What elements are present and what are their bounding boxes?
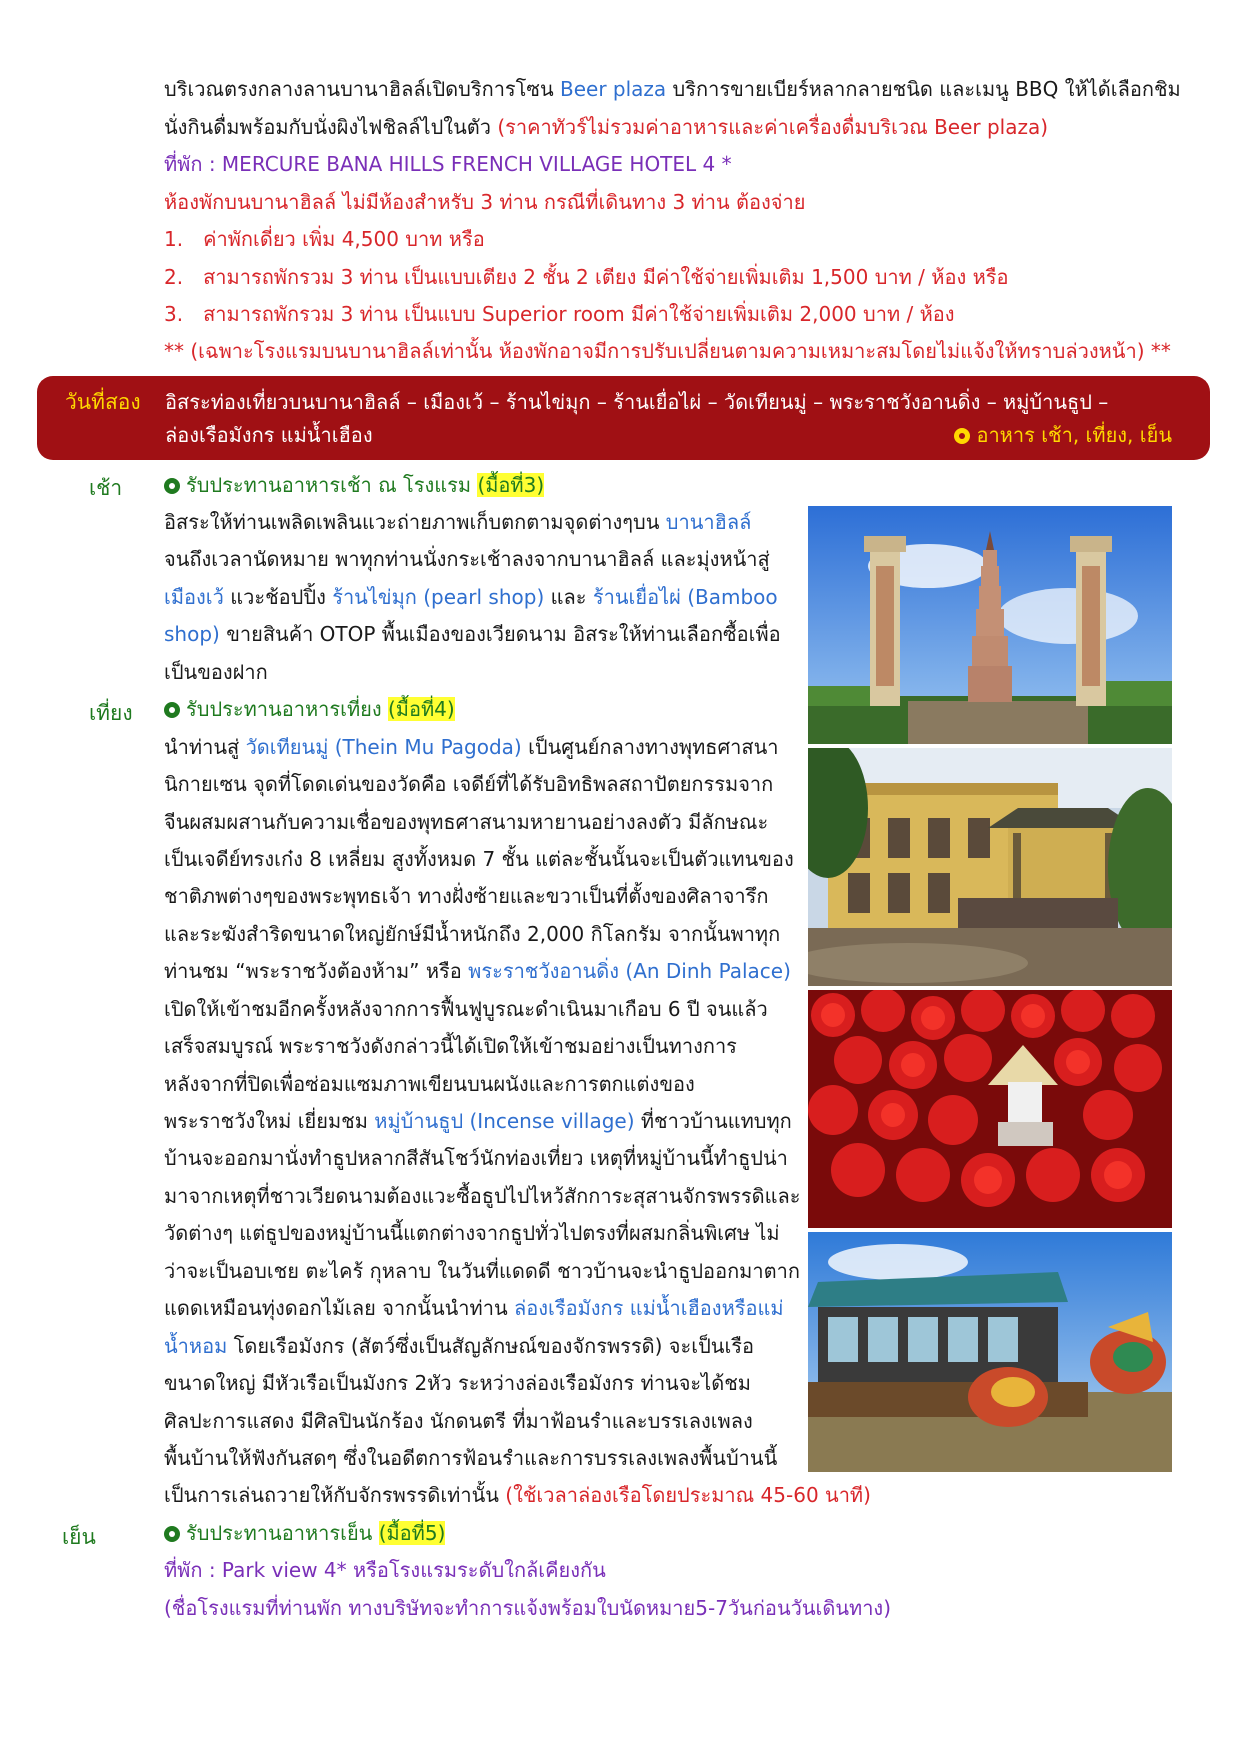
intro-line-2: นั่งกินดื่มพร้อมกับนั่งผิงไฟชิลล์ไปในตัว (ราคาทัวร์ไม่รวมค่าอาหารและค่าเครื่องดื่มบริเวณ Beer plaza) <box>164 115 1049 139</box>
dish-icon <box>954 428 970 444</box>
noon-text-19: ศิลปะการแสดง มีศิลปินนักร้อง นักดนตรี ที่มาฟ้อนรำและบรรเลงเพลง <box>164 1409 753 1433</box>
morning-text-5: เป็นของฝาก <box>164 660 268 684</box>
morning-text-2: จนถึงเวลานัดหมาย พาทุกท่านนั่งกระเช้าลงจากบานาฮิลล์ และมุ่งหน้าสู่ <box>164 547 770 571</box>
room-note: ห้องพักบนบานาฮิลล์ ไม่มีห้องสำหรับ 3 ท่าน กรณีที่เดินทาง 3 ท่าน ต้องจ่าย <box>164 190 806 214</box>
option-1: 1. ค่าพักเดี่ยว เพิ่ม 4,500 บาท หรือ <box>164 227 485 251</box>
noon-text-15: ว่าจะเป็นอบเชย ตะไคร้ กุหลาบ ในวันที่แดดดี ชาวบ้านจะนำธูปออกมาตาก <box>164 1259 800 1283</box>
noon-text-12: บ้านจะออกมานั่งทำธูปหลากสีสันโชว์นักท่องเที่ยว เหตุที่หมู่บ้านนี้ทำธูปน่า <box>164 1146 788 1170</box>
noon-text-3: จีนผสมผสานกับความเชื่อของพุทธศาสนามหายานอย่างลงตัว มีลักษณะ <box>164 810 769 834</box>
noon-text-5: ชาติภพต่างๆของพระพุทธเจ้า ทางฝั่งซ้ายและขวาเป็นที่ตั้งของศิลาจารึก <box>164 884 769 908</box>
noon-text-16: แดดเหมือนทุ่งดอกไม้เลย จากนั้นนำท่าน ล่องเรือมังกร แม่น้ำเฮืองหรือแม่ <box>164 1296 784 1320</box>
noon-text-13: มาจากเหตุที่ชาวเวียดนามต้องแวะซื้อธูปไปไหว้สักการะสุสานจักรพรรดิและ <box>164 1184 801 1208</box>
noon-text-14: วัดต่างๆ แต่ธูปของหมู่บ้านนี้แตกต่างจากธูปทั่วไปตรงที่ผสมกลิ่นพิเศษ ไม่ <box>164 1221 780 1245</box>
option-3: 3. สามารถพักรวม 3 ท่าน เป็นแบบ Superior room มีค่าใช้จ่ายเพิ่มเติม 2,000 บาท / ห้อง <box>164 302 955 326</box>
noon-text-7: ท่านชม “พระราชวังต้องห้าม” หรือ พระราชวังอานดิ่ง (An Dinh Palace) <box>164 959 791 983</box>
morning-text-1: อิสระให้ท่านเพลิดเพลินแวะถ่ายภาพเก็บตกตามจุดต่างๆบน บานาฮิลล์ <box>164 510 752 534</box>
morning-text-3: เมืองเว้ แวะช้อปปิ้ง ร้านไข่มุก (pearl shop) และ ร้านเยื่อไผ่ (Bamboo <box>164 585 778 609</box>
noon-text-4: เป็นเจดีย์ทรงเก๋ง 8 เหลี่ยม สูงทั้งหมด 7 ชั้น แต่ละชั้นนั้นจะเป็นตัวแทนของ <box>164 847 794 871</box>
hotel-line-1: ที่พัก : MERCURE BANA HILLS FRENCH VILLAGE HOTEL 4 * <box>164 152 732 176</box>
noon-text-6: และระฆังสำริดขนาดใหญ่ยักษ์มีน้ำหนักถึง 2,000 กิโลกรัม จากนั้นพาทุก <box>164 922 781 946</box>
banner-route-line-1: อิสระท่องเที่ยวบนบานาฮิลล์ – เมืองเว้ – ร้านไข่มุก – ร้านเยื่อไผ่ – วัดเทียนมู่ – พระราชวังอานดิ่ง – หมู่บ้านธูป – <box>165 390 1109 414</box>
thien-mu-pagoda-photo <box>808 506 1172 744</box>
dish-icon <box>164 478 180 494</box>
hotel-line-2: ที่พัก : Park view 4* หรือโรงแรมระดับใกล้เคียงกัน <box>164 1558 606 1582</box>
dish-icon <box>164 1526 180 1542</box>
intro-line-1: บริเวณตรงกลางลานบานาฮิลล์เปิดบริการโซน Beer plaza บริการขายเบียร์หลากลายชนิด และเมนู BBQ ให้ได้เลือกชิม <box>164 77 1181 101</box>
dish-icon <box>164 702 180 718</box>
lunch-line: รับประทานอาหารเที่ยง (มื้อที่4) <box>164 692 455 726</box>
noon-label: เที่ยง <box>89 701 133 725</box>
hotel-note: (ชื่อโรงแรมที่ท่านพัก ทางบริษัทจะทำการแจ้งพร้อมใบนัดหมาย5-7วันก่อนวันเดินทาง) <box>164 1596 891 1620</box>
noon-text-20: พื้นบ้านให้ฟังกันสดๆ ซึ่งในอดีตการฟ้อนรำและการบรรเลงเพลงพื้นบ้านนี้ <box>164 1446 778 1470</box>
evening-label: เย็น <box>62 1525 96 1549</box>
noon-text-17: น้ำหอม โดยเรือมังกร (สัตว์ซึ่งเป็นสัญลักษณ์ของจักรพรรดิ) จะเป็นเรือ <box>164 1334 755 1358</box>
noon-text-9: เสร็จสมบูรณ์ พระราชวังดังกล่าวนี้ได้เปิดให้เข้าชมอย่างเป็นทางการ <box>164 1034 737 1058</box>
day-label: วันที่สอง <box>65 390 141 414</box>
noon-text-18: ขนาดใหญ่ มีหัวเรือเป็นมังกร 2หัว ระหว่างล่องเรือมังกร ท่านจะได้ชม <box>164 1371 751 1395</box>
banner-route-line-2: ล่องเรือมังกร แม่น้ำเฮือง <box>165 423 373 447</box>
dragon-boat-photo <box>808 1232 1172 1472</box>
banner-meals: อาหาร เช้า, เที่ยง, เย็น <box>954 419 1172 451</box>
noon-text-21: เป็นการเล่นถวายให้กับจักรพรรดิเท่านั้น (ใช้เวลาล่องเรือโดยประมาณ 45-60 นาที) <box>164 1483 871 1507</box>
noon-text-2: นิกายเซน จุดที่โดดเด่นของวัดคือ เจดีย์ที่ได้รับอิทธิพลสถาปัตยกรรมจาก <box>164 772 774 796</box>
morning-text-4: shop) ขายสินค้า OTOP พื้นเมืองของเวียดนาม อิสระให้ท่านเลือกซื้อเพื่อ <box>164 622 781 646</box>
morning-label: เช้า <box>89 476 123 500</box>
incense-village-photo <box>808 990 1172 1228</box>
noon-text-11: พระราชวังใหม่ เยี่ยมชม หมู่บ้านธูป (Incense village) ที่ชาวบ้านแทบทุก <box>164 1109 792 1133</box>
day-banner <box>37 376 1210 460</box>
breakfast-line: รับประทานอาหารเช้า ณ โรงแรม (มื้อที่3) <box>164 468 544 502</box>
noon-text-1: นำท่านสู่ วัดเทียนมู่ (Thein Mu Pagoda) เป็นศูนย์กลางทางพุทธศาสนา <box>164 735 779 759</box>
noon-text-10: หลังจากที่ปิดเพื่อซ่อมแซมภาพเขียนบนผนังและการตกแต่งของ <box>164 1072 695 1096</box>
noon-text-8: เปิดให้เข้าชมอีกครั้งหลังจากการฟื้นฟูบูรณะดำเนินมาเกือบ 6 ปี จนแล้ว <box>164 997 768 1021</box>
option-2: 2. สามารถพักรวม 3 ท่าน เป็นแบบเตียง 2 ชั้น 2 เตียง มีค่าใช้จ่ายเพิ่มเติม 1,500 บาท / ห้อง หรือ <box>164 265 1009 289</box>
an-dinh-palace-photo <box>808 748 1172 986</box>
room-change-note: ** (เฉพาะโรงแรมบนบานาฮิลล์เท่านั้น ห้องพักอาจมีการปรับเปลี่ยนตามความเหมาะสมโดยไม่แจ้งให้ทราบล่วงหน้า) ** <box>164 339 1171 363</box>
dinner-line: รับประทานอาหารเย็น (มื้อที่5) <box>164 1516 445 1550</box>
